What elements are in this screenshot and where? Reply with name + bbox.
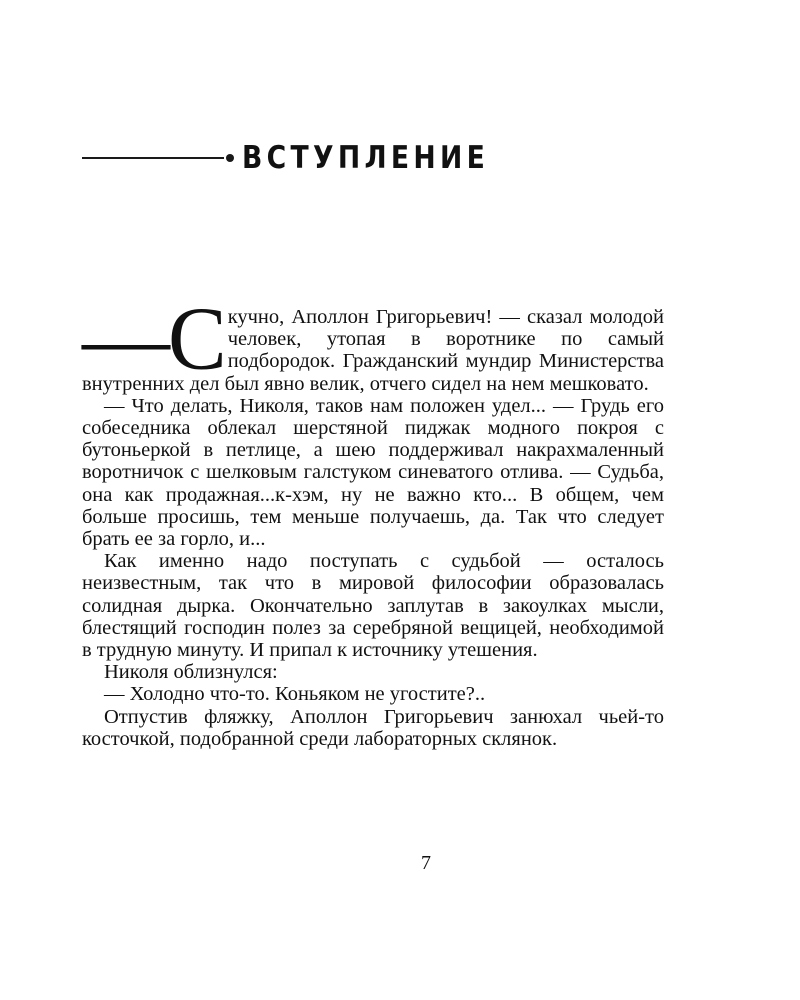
- heading-rule: [82, 157, 224, 159]
- paragraph-1: [82, 290, 664, 395]
- paragraph-5: — Холодно что-то. Коньяком не угостите?..: [104, 683, 486, 706]
- heading-bullet: [226, 154, 234, 162]
- chapter-body: [82, 290, 664, 750]
- page-number: 7: [421, 852, 431, 874]
- paragraph-6: Отпустив фляжку, Аполлон Григорьевич занюхал чьей-то косточкой, подобранной среди лабораторных склянок.: [82, 705, 664, 750]
- chapter-heading: [82, 138, 529, 178]
- paragraph-3: Как именно надо поступать с судьбой — осталось неизвестным, так что в мировой философии образовалась солидная дырка. Окончательно заплутав в закоулках мысли, блестящий господин полез за серебряной вещицей, необходимой в трудную минуту. И припал к источнику утешения.: [82, 550, 664, 662]
- chapter-title: ВСТУПЛЕНИЕ: [242, 140, 490, 176]
- drop-cap: —С: [82, 290, 225, 389]
- paragraph-4: Николя облизнулся:: [104, 661, 278, 684]
- paragraph-1-text: кучно, Аполлон Григорьевич! — сказал молодой человек, утопая в воротнике по самый подбородок. Гражданский мундир Министерства внутренних дел был явно велик, отчего сидел на нем мешковато.: [82, 306, 664, 395]
- paragraph-2: — Что делать, Николя, таков нам положен удел... — Грудь его собеседника облекал шерстяной пиджак модного покроя с бутоньеркой в петлице, а шею поддерживал накрахмаленный воротничок с шелковым галстуком синеватого отлива. — Судьба, она как продажная...к-хэм, ну не важно кто... В общем, чем больше просишь, тем меньше получаешь, да. Так что следует брать ее за горло, и...: [82, 394, 664, 551]
